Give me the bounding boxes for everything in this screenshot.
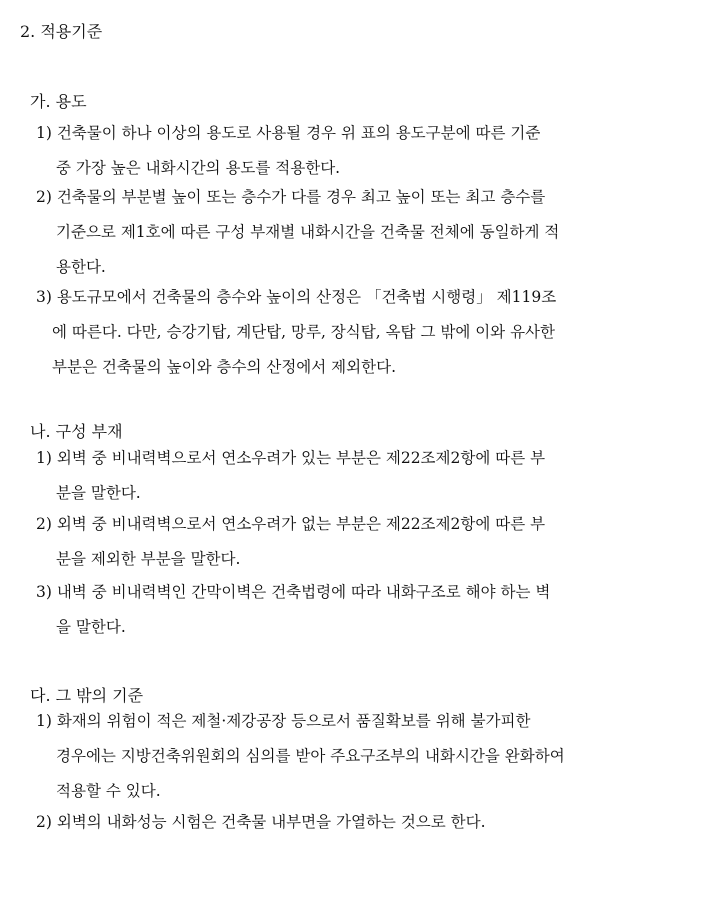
na-item-2-line-1: 2) 외벽 중 비내력벽으로서 연소우려가 없는 부분은 제22조제2항에 따른 부	[36, 515, 546, 533]
da-item-1-line-2: 경우에는 지방건축위원회의 심의를 받아 주요구조부의 내화시간을 완화하여	[56, 747, 565, 765]
na-item-3	[36, 575, 704, 645]
ga-item-2-line-3: 용한다.	[56, 258, 106, 276]
na-item-1-line-1: 1) 외벽 중 비내력벽으로서 연소우려가 있는 부분은 제22조제2항에 따른 부	[36, 449, 546, 467]
na-item-2-line-2: 분을 제외한 부분을 말한다.	[56, 550, 241, 568]
heading-ga: 가. 용도	[30, 92, 87, 111]
ga-item-1-line-2: 중 가장 높은 내화시간의 용도를 적용한다.	[56, 159, 341, 177]
da-item-1-line-1: 1) 화재의 위험이 적은 제철·제강공장 등으로서 품질확보를 위해 불가피한	[36, 712, 531, 730]
section-title: 2. 적용기준	[20, 22, 103, 41]
da-item-2-line-1: 2) 외벽의 내화성능 시험은 건축물 내부면을 가열하는 것으로 한다.	[36, 813, 486, 831]
ga-item-2	[36, 180, 704, 285]
ga-item-2-line-1: 2) 건축물의 부분별 높이 또는 층수가 다를 경우 최고 높이 또는 최고 층수를	[36, 188, 546, 206]
na-item-1-line-2: 분을 말한다.	[56, 484, 141, 502]
heading-na: 나. 구성 부재	[30, 422, 123, 441]
ga-item-2-line-2: 기준으로 제1호에 따른 구성 부재별 내화시간을 건축물 전체에 동일하게 적	[56, 223, 560, 241]
da-item-2	[36, 805, 704, 840]
heading-da: 다. 그 밖의 기준	[30, 686, 144, 705]
da-item-1-line-3: 적용할 수 있다.	[56, 782, 161, 800]
na-item-3-line-2: 을 말한다.	[56, 618, 126, 636]
ga-item-1	[36, 116, 704, 186]
na-item-1	[36, 441, 704, 511]
ga-item-3-line-1: 3) 용도규모에서 건축물의 층수와 높이의 산정은 「건축법 시행령」 제119조	[36, 288, 557, 306]
da-item-1	[36, 704, 704, 809]
na-item-2	[36, 507, 704, 577]
ga-item-3	[36, 280, 704, 385]
ga-item-1-line-1: 1) 건축물이 하나 이상의 용도로 사용될 경우 위 표의 용도구분에 따른 기준	[36, 124, 541, 142]
ga-item-3-line-3: 부분은 건축물의 높이와 층수의 산정에서 제외한다.	[52, 358, 396, 376]
na-item-3-line-1: 3) 내벽 중 비내력벽인 간막이벽은 건축법령에 따라 내화구조로 해야 하는 벽	[36, 583, 551, 601]
ga-item-3-line-2: 에 따른다. 다만, 승강기탑, 계단탑, 망루, 장식탑, 옥탑 그 밖에 이와 유사한	[52, 323, 556, 341]
